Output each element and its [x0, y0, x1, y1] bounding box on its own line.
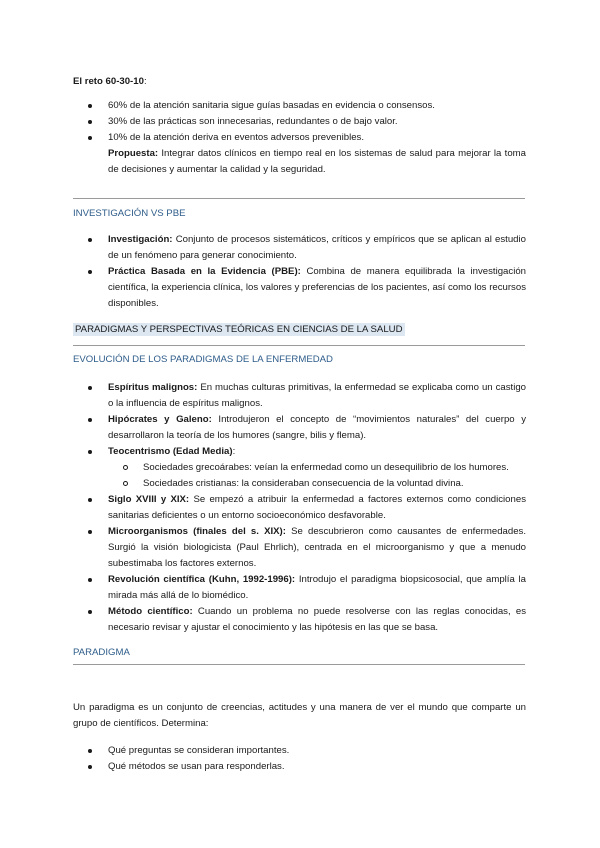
reto-heading: [73, 74, 526, 90]
list-item: [73, 572, 526, 604]
definition: Introdujeron el concepto de “movimientos naturales” del cuerpo y desarrollaron la teoría de los humores (sangre, bilis y flema).: [108, 414, 526, 441]
definition: Conjunto de procesos sistemáticos, críticos y empíricos que se aplican al estudio de un fenómeno para generar conocimiento.: [108, 234, 526, 261]
list-item-text: Qué métodos se usan para responderlas.: [108, 761, 285, 772]
definition: En muchas culturas primitivas, la enfermedad se explicaba como un castigo o la influencia de espíritus malignos.: [108, 382, 527, 409]
investigacion-list: [73, 232, 526, 312]
sublist-item: [108, 476, 526, 492]
paradigma-title: PARADIGMA: [73, 647, 130, 658]
paradigmas-title: PARADIGMAS Y PERSPECTIVAS TEÓRICAS EN CIENCIAS DE LA SALUD: [75, 324, 403, 335]
evolucion-section: [73, 380, 526, 636]
sublist-item-text: Sociedades cristianas: la consideraban consecuencia de la voluntad divina.: [143, 478, 464, 489]
reto-list: [73, 98, 526, 146]
list-item: [73, 524, 526, 572]
evolucion-title: EVOLUCIÓN DE LOS PARADIGMAS DE LA ENFERMEDAD: [73, 354, 333, 365]
evolucion-list: [73, 380, 526, 636]
paradigma-intro: Un paradigma es un conjunto de creencias, actitudes y una manera de ver el mundo que comparte un grupo de científicos. Determina:: [73, 702, 526, 729]
term: Investigación:: [108, 234, 173, 245]
list-item: [73, 380, 526, 412]
definition: Introdujo el paradigma biopsicosocial, que amplía la mirada más allá de lo biomédico.: [108, 574, 527, 601]
teocentrismo-sublist: [108, 460, 526, 492]
paradigmas-heading: [73, 322, 526, 338]
term: Método científico:: [108, 606, 193, 617]
definition: Se descubrieron como causantes de enfermedades. Surgió la visión biologicista (Paul Ehrlich), centrada en el microorganismo y que a menudo subestimaba los factores externos.: [108, 526, 526, 569]
list-item: [73, 264, 526, 312]
list-item-text: 60% de la atención sanitaria sigue guías basadas en evidencia o consensos.: [108, 100, 435, 111]
list-item: [73, 759, 526, 775]
sublist-item-text: Sociedades grecoárabes: veían la enfermedad como un desequilibrio de los humores.: [143, 462, 509, 473]
list-item: [73, 98, 526, 114]
list-item: [73, 444, 526, 492]
term: Espíritus malignos:: [108, 382, 198, 393]
term: Hipócrates y Galeno:: [108, 414, 212, 425]
definition: :: [232, 446, 236, 457]
divider: [73, 345, 525, 346]
list-item: [73, 604, 526, 636]
list-item: [73, 114, 526, 130]
term: Siglo XVIII y XIX:: [108, 494, 190, 505]
divider: [73, 198, 525, 199]
reto-title: El reto 60-30-10: [73, 76, 144, 87]
paradigma-list: [73, 743, 526, 775]
term: Teocentrismo (Edad Media): [108, 446, 233, 457]
investigacion-section: [73, 232, 526, 312]
list-item-text: 30% de las prácticas son innecesarias, redundantes o de bajo valor.: [108, 116, 398, 127]
list-item: [73, 743, 526, 759]
term: Revolución científica (Kuhn, 1992-1996):: [108, 574, 296, 585]
reto-section: [73, 98, 526, 178]
definition: Combina de manera equilibrada la investigación científica, la experiencia clínica, los valores y preferencias de los pacientes, así como los recursos disponibles.: [108, 266, 526, 309]
list-item: [73, 232, 526, 264]
paradigma-section: [73, 700, 526, 775]
definition: Se empezó a atribuir la enfermedad a factores externos como condiciones sanitarias deficientes o un entorno socioeconómico desfavorable.: [108, 494, 526, 521]
sublist-item: [108, 460, 526, 476]
list-item: [73, 492, 526, 524]
propuesta-paragraph: [73, 146, 526, 178]
list-item-text: Qué preguntas se consideran importantes.: [108, 745, 290, 756]
list-item-text: 10% de la atención deriva en eventos adversos prevenibles.: [108, 132, 364, 143]
investigacion-title: INVESTIGACIÓN VS PBE: [73, 208, 186, 219]
list-item: [73, 412, 526, 444]
propuesta-text: Integrar datos clínicos en tiempo real en los sistemas de salud para mejorar la toma de decisiones y aumentar la calidad y la seguridad.: [108, 148, 526, 175]
list-item: [73, 130, 526, 146]
definition: Cuando un problema no puede resolverse con las reglas conocidas, es necesario revisar y ajustar el conocimiento y las hipótesis en las que se basa.: [108, 606, 526, 633]
term: Microorganismos (finales del s. XIX):: [108, 526, 286, 537]
divider: [73, 664, 525, 665]
term: Práctica Basada en la Evidencia (PBE):: [108, 266, 301, 277]
reto-colon: :: [143, 76, 147, 87]
propuesta-label: Propuesta:: [108, 148, 159, 159]
